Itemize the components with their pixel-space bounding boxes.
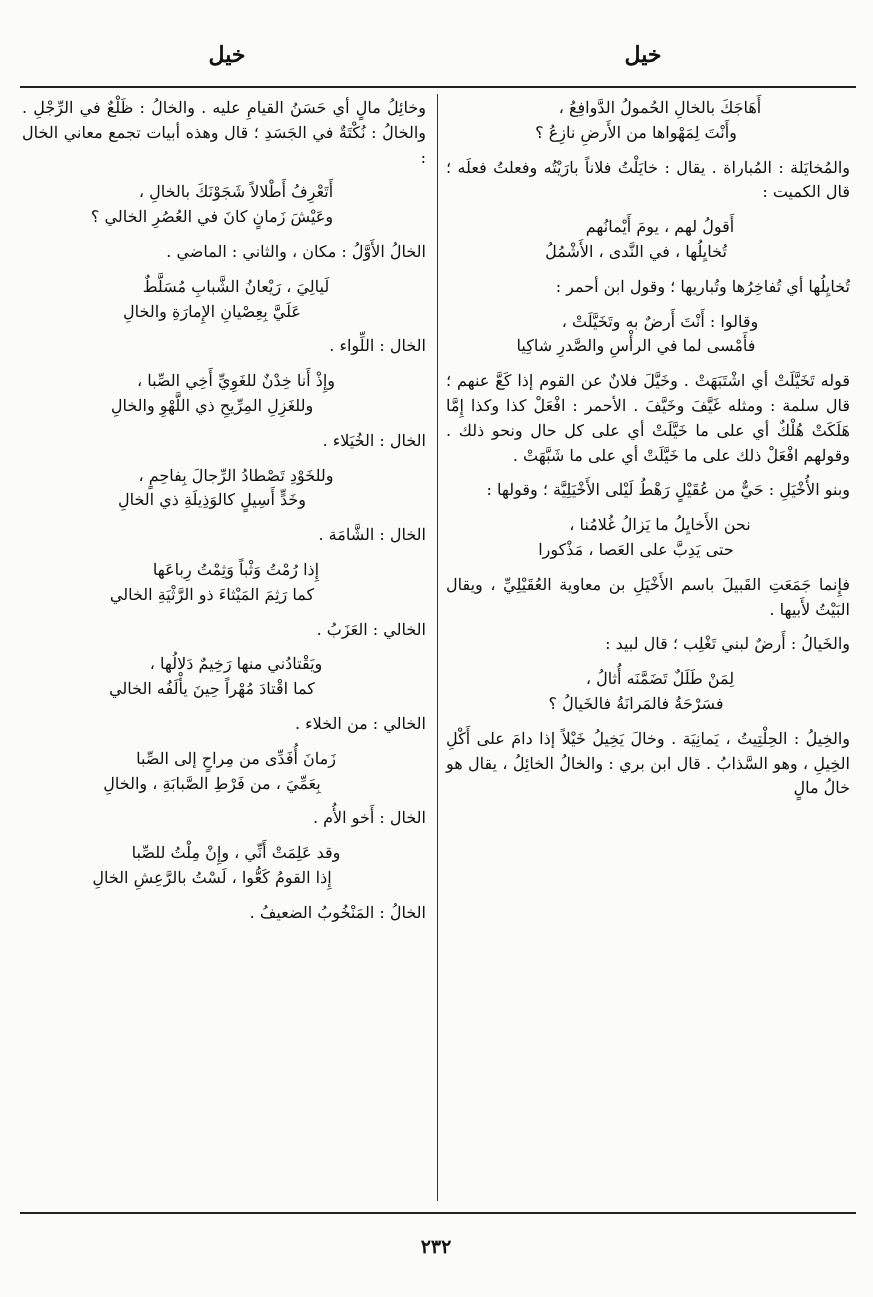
prose-paragraph: والخِيلُ : الحِلْتِيتُ ، يَمانِيَة . وخالَ يَخِيلُ خَيْلاً إذا دامَ على أَكْلِ الخِيلِ ، وهو السَّذابُ . قال ابن بري : والخالُ الخائِلُ ، يقال هو خالُ مالٍ [446,728,850,798]
verse-couplet [22,652,426,702]
verse-first-hemistich: أَقولُ لهم ، يومَ أَيْمانُهم [585,217,735,237]
prose-paragraph: الخال : الشَّامَة . [318,525,426,545]
verse-first-hemistich: لِمَنْ طَلَلٌ تَضَمَّنَه أُثالُ ، [585,669,735,689]
verse-second-hemistich: فسَرْحَةُ فالمَرانَةُ فالخَيالُ ؟ [548,693,724,713]
prose-paragraph: وخائِلُ مالٍ أي حَسَنُ القيامِ عليه . والخالُ : ظَلْعٌ في الرِّجْلِ . والخالُ : نُكْتَةٌ في الجَسَدِ ؛ قال وهذه أبيات تجمع معاني الخال : [22,98,426,167]
prose-paragraph: الخالُ الأَوَّلُ : مكان ، والثاني : الماضي . [166,241,426,261]
prose-paragraph: والمُخايَلة : المُباراة . يقال : خايَلْتُ فلاناً بارَيْتُه وفعلتُ فعلَه ؛ قال الكميت : [446,157,850,202]
verse-first-hemistich: إِذا رُمْتُ وَثْباً وَثِمْتُ رِباعَها [152,559,320,579]
prose-paragraph: فإِنما جَمَعَتِ القَبيلَ باسم الأَخْيَلِ بن معاوية العُقَيْلِيِّ ، ويقال البَيْتُ لأَبيها . [446,574,850,619]
verse-second-hemistich: تُخايِلُها ، في النَّدى ، الأَشْمُلُ [545,241,727,261]
verse-second-hemistich: حتى يَدِبَّ على العَصا ، مَذْكورا [538,539,734,559]
verse-first-hemistich: ويَقْتادُني منها رَخِيمٌ دَلالُها ، [149,654,323,674]
verse-first-hemistich: وإِذْ أَنا خِدْنٌ للغَوِيِّ أَخِي الصِّبا ، [136,371,336,391]
verse-second-hemistich: بِعَمِّيَ ، من فَرْطِ الصَّبابَةِ ، والخالِ [103,773,321,793]
verse-second-hemistich: إِذا القومُ كَعُّوا ، لَسْتُ بالرَّعِشِ الخالِ [92,867,332,887]
verse-couplet [446,310,850,360]
right-column [446,96,850,1204]
verse-first-hemistich: نحن الأَخايِلُ ما يَزالُ غُلامُنا ، [569,515,751,535]
page-number: ٢٣٢ [420,1236,452,1258]
verse-second-hemistich: فأَمْسى لما في الرأْسِ والصَّدرِ شاكِيا [516,336,756,356]
verse-couplet [22,464,426,514]
verse-second-hemistich: عَلَيَّ بِعِصْيانِ الإِمارَةِ والخالِ [123,301,301,321]
verse-couplet [446,215,850,265]
verse-first-hemistich: زَمانَ أُفَدِّى من مِراحٍ إلى الصِّبا [136,748,336,768]
verse-couplet [22,369,426,419]
verse-couplet [22,180,426,230]
verse-second-hemistich: وخَدٍّ أَسِيلٍ كالوَذِيلَةِ ذي الخالِ [117,490,307,510]
prose-paragraph: قوله تَخَيَّلَتْ أي اشْتَبَهَتْ . وخَيَّلَ فلانٌ عن القوم إذا كَعَّ عنهم ؛ قال سلمة : ومثله غَيَّفَ وخَيَّفَ . الأحمر : افْعَلْ كذا وكذا إِمَّا هَلَكَتْ هُلْكٌ أي على ما خَيَّلَتْ أي على كل حال ونحو ذلك . وقولهم افْعَلْ ذلك على ما خَيَّلَتْ أي على ما شَبَّهَتْ . [446,371,850,465]
column-divider [437,94,438,1201]
verse-second-hemistich: وأَنْتَ لِمَهْواها من الأَرضِ نازِعُ ؟ [535,122,737,142]
verse-first-hemistich: وقد عَلِمَتْ أَنِّي ، وإِنْ مِلْتُ للصِّبا [131,843,341,863]
prose-paragraph: الخالي : العَزَبُ . [316,619,426,639]
prose-paragraph: وبنو الأُخْيَلِ : حَيٌّ من عُقَيْلٍ رَهْطُ لَيْلى الأَخْيَلِيَّة ؛ وقولها : [486,480,850,500]
prose-paragraph: الخال : اللِّواء . [329,336,426,356]
verse-couplet [22,747,426,797]
verse-first-hemistich: أَهَاجَكَ بالخالِ الحُمولُ الدَّوافِعُ ، [558,98,762,117]
verse-couplet [22,558,426,608]
verse-first-hemistich: وقالوا : أَنْتَ أَرضٌ به وتَخَيَّلَتْ ، [561,311,759,331]
verse-couplet [446,96,850,146]
verse-second-hemistich: وللغَزِلِ المِرِّيحِ ذي اللَّهْوِ والخالِ [110,395,314,415]
prose-paragraph: والخَيالُ : أَرضٌ لبني تَغْلِب ؛ قال لبيد : [605,634,850,654]
left-column [22,96,426,1204]
verse-second-hemistich: وعَيْشَ زَمانٍ كانَ في العُصُرِ الخالي ؟ [90,207,334,227]
prose-paragraph: الخال : الخُيَلاء . [322,430,426,450]
prose-paragraph: الخال : أَخو الأُم . [312,808,426,828]
footer-rule [20,1212,856,1214]
verse-couplet [446,667,850,717]
header-rule [20,86,856,88]
verse-couplet [22,275,426,325]
verse-couplet [446,513,850,563]
running-head-left: خيل [208,42,246,68]
verse-couplet [22,841,426,891]
prose-paragraph: تُخايِلُها أي تُفاخِرُها وتُباريها ؛ وقول ابن أحمر : [555,276,850,296]
verse-second-hemistich: كما رَثِمَ المَيْثاءَ ذو الرَّثْيَةِ الخالي [109,584,315,604]
verse-first-hemistich: لَيالِيَ ، رَيْعانُ الشَّبابِ مُسَلَّطٌ [142,276,330,296]
verse-second-hemistich: كما اقْتادَ مُهْراً حِينَ يأْلَفُه الخالي [109,679,315,699]
prose-paragraph: الخالي : من الخلاء . [294,713,426,733]
running-head-right: خيل [624,42,662,68]
verse-first-hemistich: أَتَعْرِفُ أَطْلالاً شَجَوْنَكَ بالخالِ ، [138,182,334,202]
verse-first-hemistich: وللخَوْدِ تَصْطادُ الرِّجالَ بِفاحِمٍ ، [138,465,334,485]
prose-paragraph: الخالُ : المَنْخُوبُ الضعيفُ . [249,902,426,922]
